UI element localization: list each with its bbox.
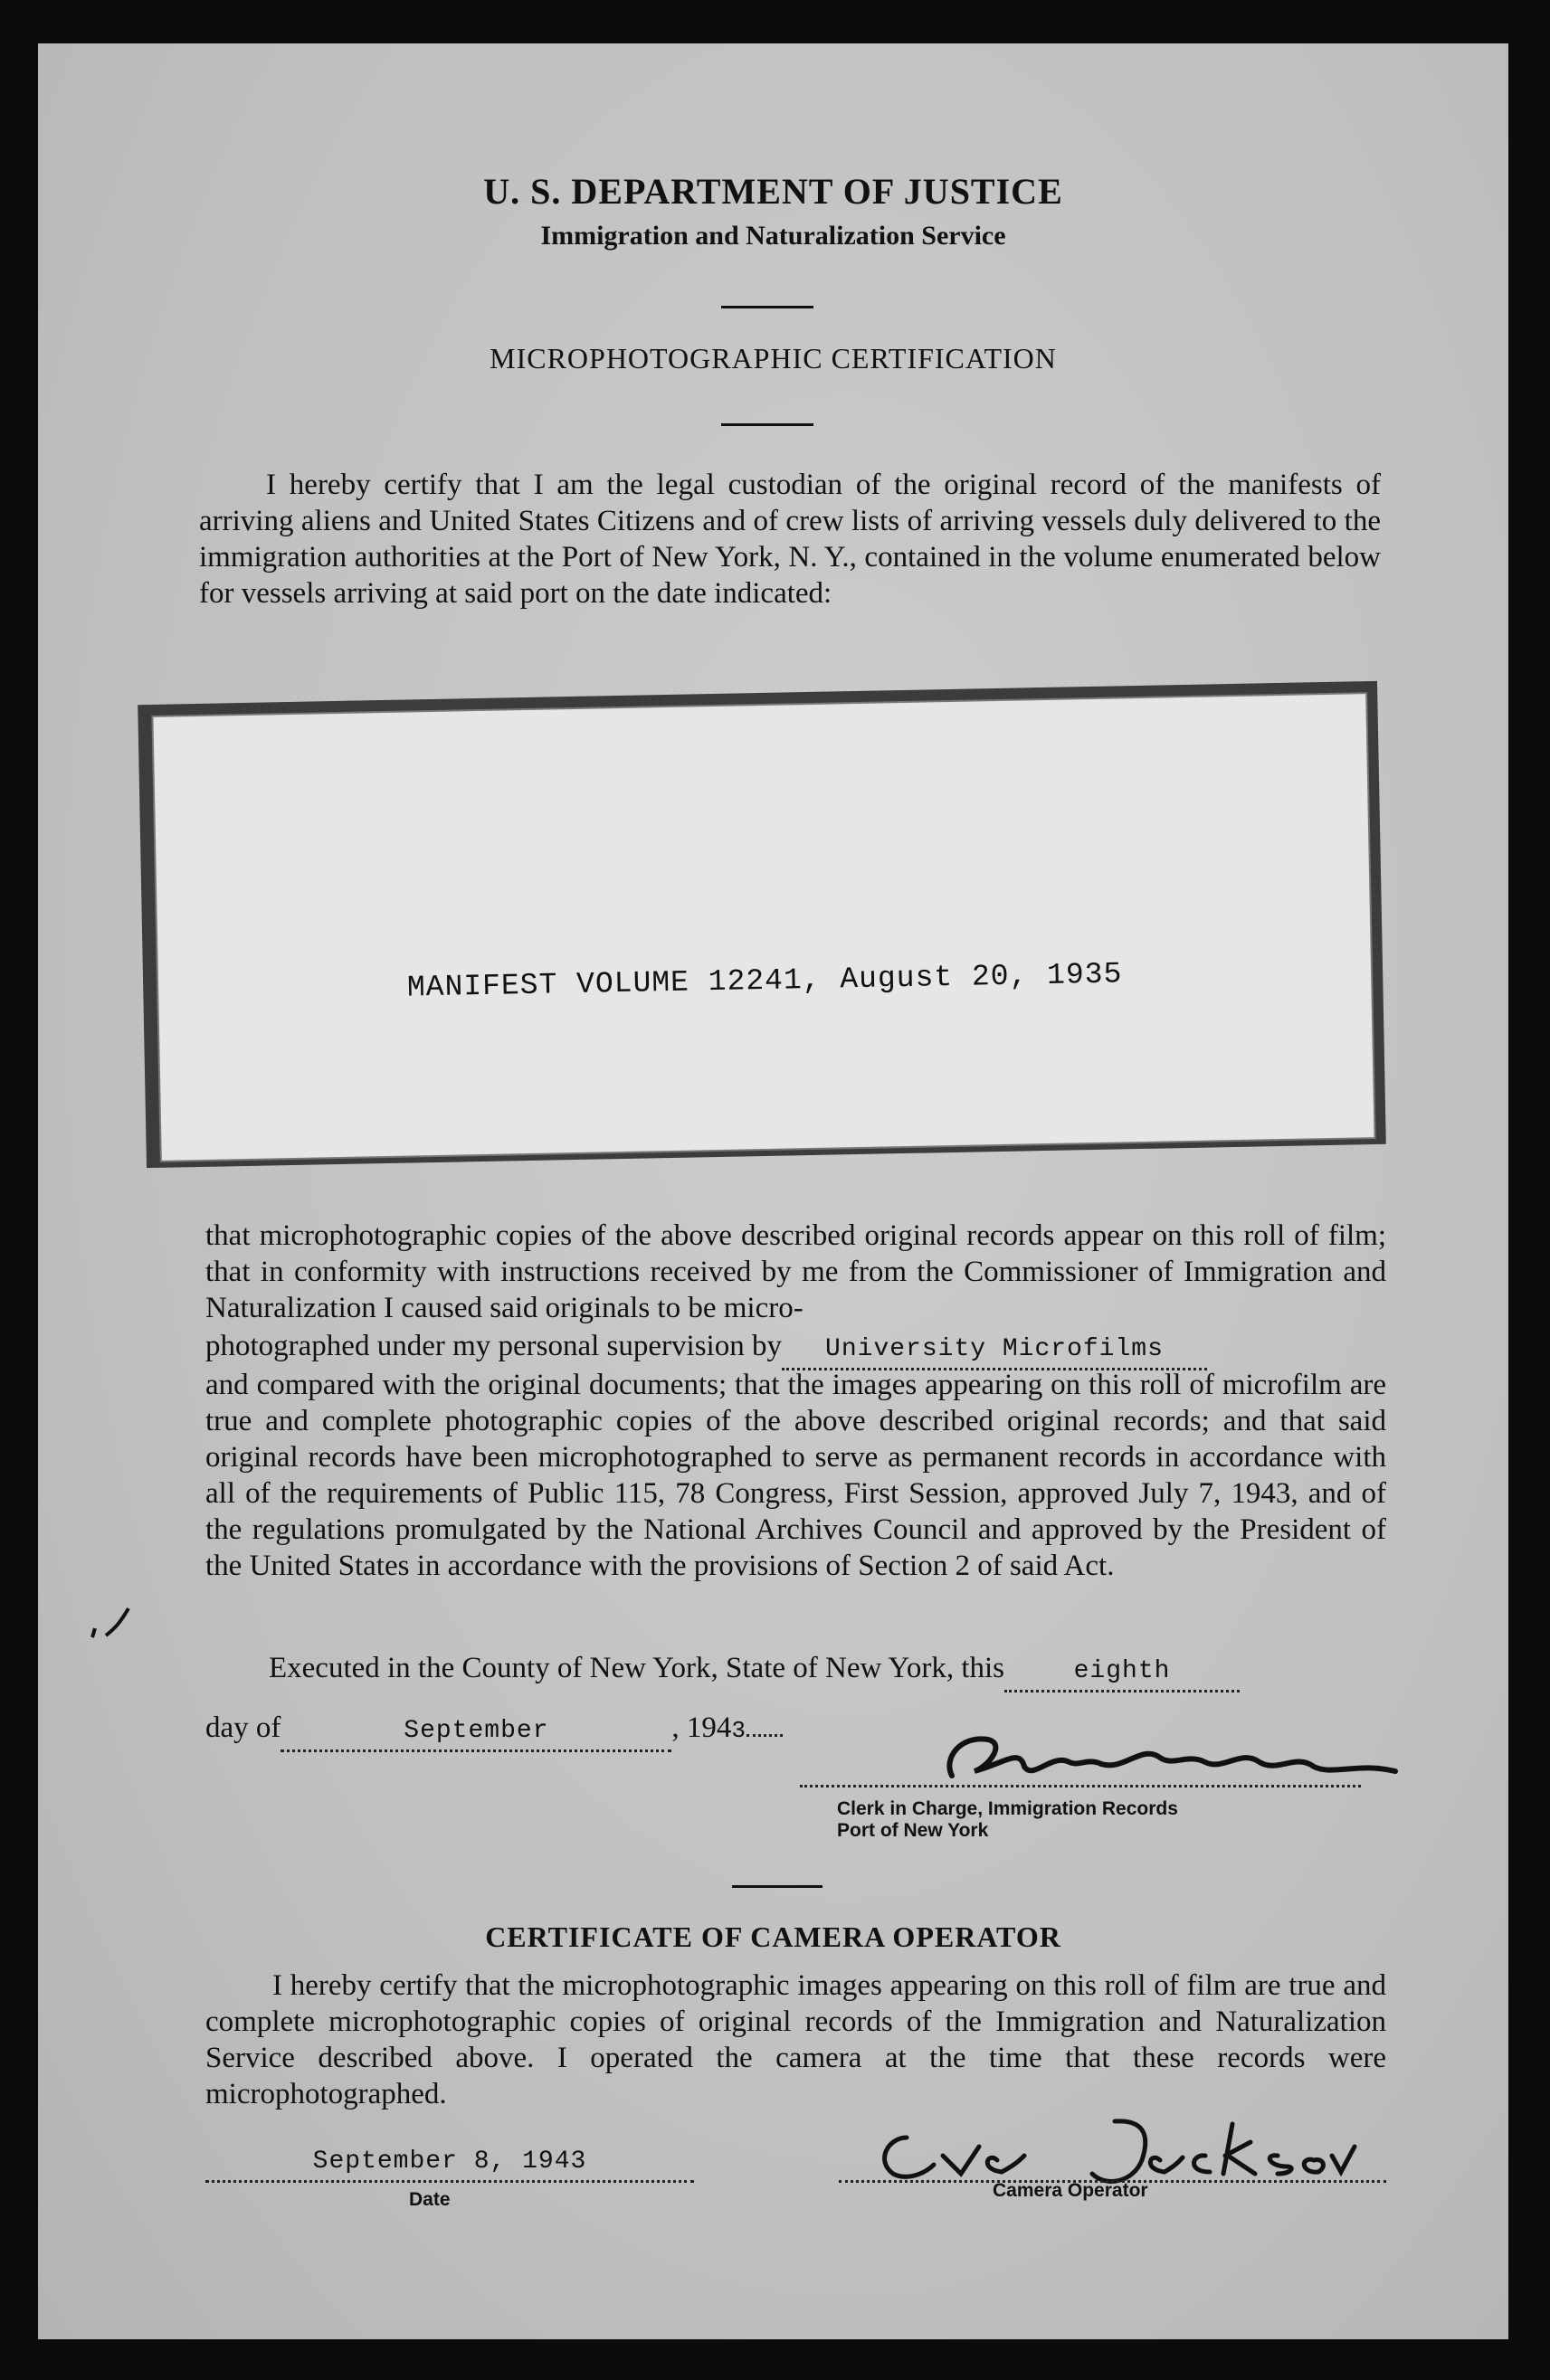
custodian-intro-paragraph: I hereby certify that I am the legal custodian of the original record of the manifests of arriving aliens and United States Citizens and of crew lists of arriving vessels duly delivered to the immigration authorities at the Port of New York, N. Y., contained in the volume enumerated below for vessels arriving at said port on the date indicated: xyxy=(199,469,1381,610)
microfilm-company-field xyxy=(782,1328,1207,1370)
clerk-signature xyxy=(934,1726,1404,1798)
department-heading: U. S. DEPARTMENT OF JUSTICE xyxy=(483,171,1063,212)
service-subheading: Immigration and Naturalization Service xyxy=(540,221,1006,251)
camera-operator-label: Camera Operator xyxy=(993,2180,1148,2201)
photographed-by-prefix: photographed under my personal supervision by xyxy=(205,1330,782,1362)
executed-day-value: eighth xyxy=(1073,1657,1171,1685)
clerk-title xyxy=(837,1798,1178,1842)
year-trailing-dots xyxy=(746,1734,783,1737)
camera-operator-paragraph: I hereby certify that the microphotographic images appearing on this roll of film are true and complete microphotographic copies of original records of the Immigration and Naturalization Service described above. I operated the camera at the time that these records were microphotographed. xyxy=(205,1969,1386,2110)
volume-card xyxy=(153,694,1374,1161)
photographed-by-line xyxy=(205,1328,1207,1370)
executed-day-field xyxy=(1004,1650,1240,1693)
clerk-title-line2: Port of New York xyxy=(837,1820,989,1841)
certification-title: MICROPHOTOGRAPHIC CERTIFICATION xyxy=(490,342,1057,375)
executed-month-field xyxy=(281,1710,671,1752)
volume-card-text: MANIFEST VOLUME 12241, August 20, 1935 xyxy=(406,957,1123,1005)
divider-rule-top xyxy=(721,306,813,308)
day-of-label: day of xyxy=(205,1712,281,1744)
year-digit: 3 xyxy=(731,1717,746,1744)
camera-operator-title: CERTIFICATE OF CAMERA OPERATOR xyxy=(485,1920,1061,1953)
date-value: September 8, 1943 xyxy=(312,2148,587,2176)
executed-prefix: Executed in the County of New York, State of New York, this xyxy=(269,1652,1005,1684)
certification-body-part1: that microphotographic copies of the above described original records appear on this roll of film; that in conformity with instructions received by me from the Commissioner of Immigration and Naturalization I caused said originals to be micro- xyxy=(205,1219,1386,1324)
divider-rule-second xyxy=(721,423,813,426)
microfilm-company-value: University Microfilms xyxy=(825,1335,1164,1363)
date-label: Date xyxy=(409,2189,451,2210)
margin-mark xyxy=(88,1601,142,1646)
certification-body-part2: and compared with the original documents; that the images appearing on this roll of microfilm are true and complete photographic copies of the above described original records; and that said original records have been microphotographed to serve as permanent records in accordance with all of the requirements of Public 115, 78 Congress, First Session, approved July 7, 1943, and of the regulations promulgated by the National Archives Council and approved by the President of the United States in accordance with the provisions of Section 2 of said Act. xyxy=(205,1369,1386,1582)
divider-rule-camera xyxy=(732,1885,823,1888)
certificate-sheet xyxy=(38,43,1508,2339)
clerk-title-line1: Clerk in Charge, Immigration Records xyxy=(837,1798,1178,1819)
executed-month-value: September xyxy=(404,1717,549,1745)
executed-line xyxy=(269,1650,1240,1693)
day-of-line xyxy=(205,1710,783,1752)
year-prefix: , 194 xyxy=(671,1712,732,1744)
date-field xyxy=(205,2144,694,2183)
